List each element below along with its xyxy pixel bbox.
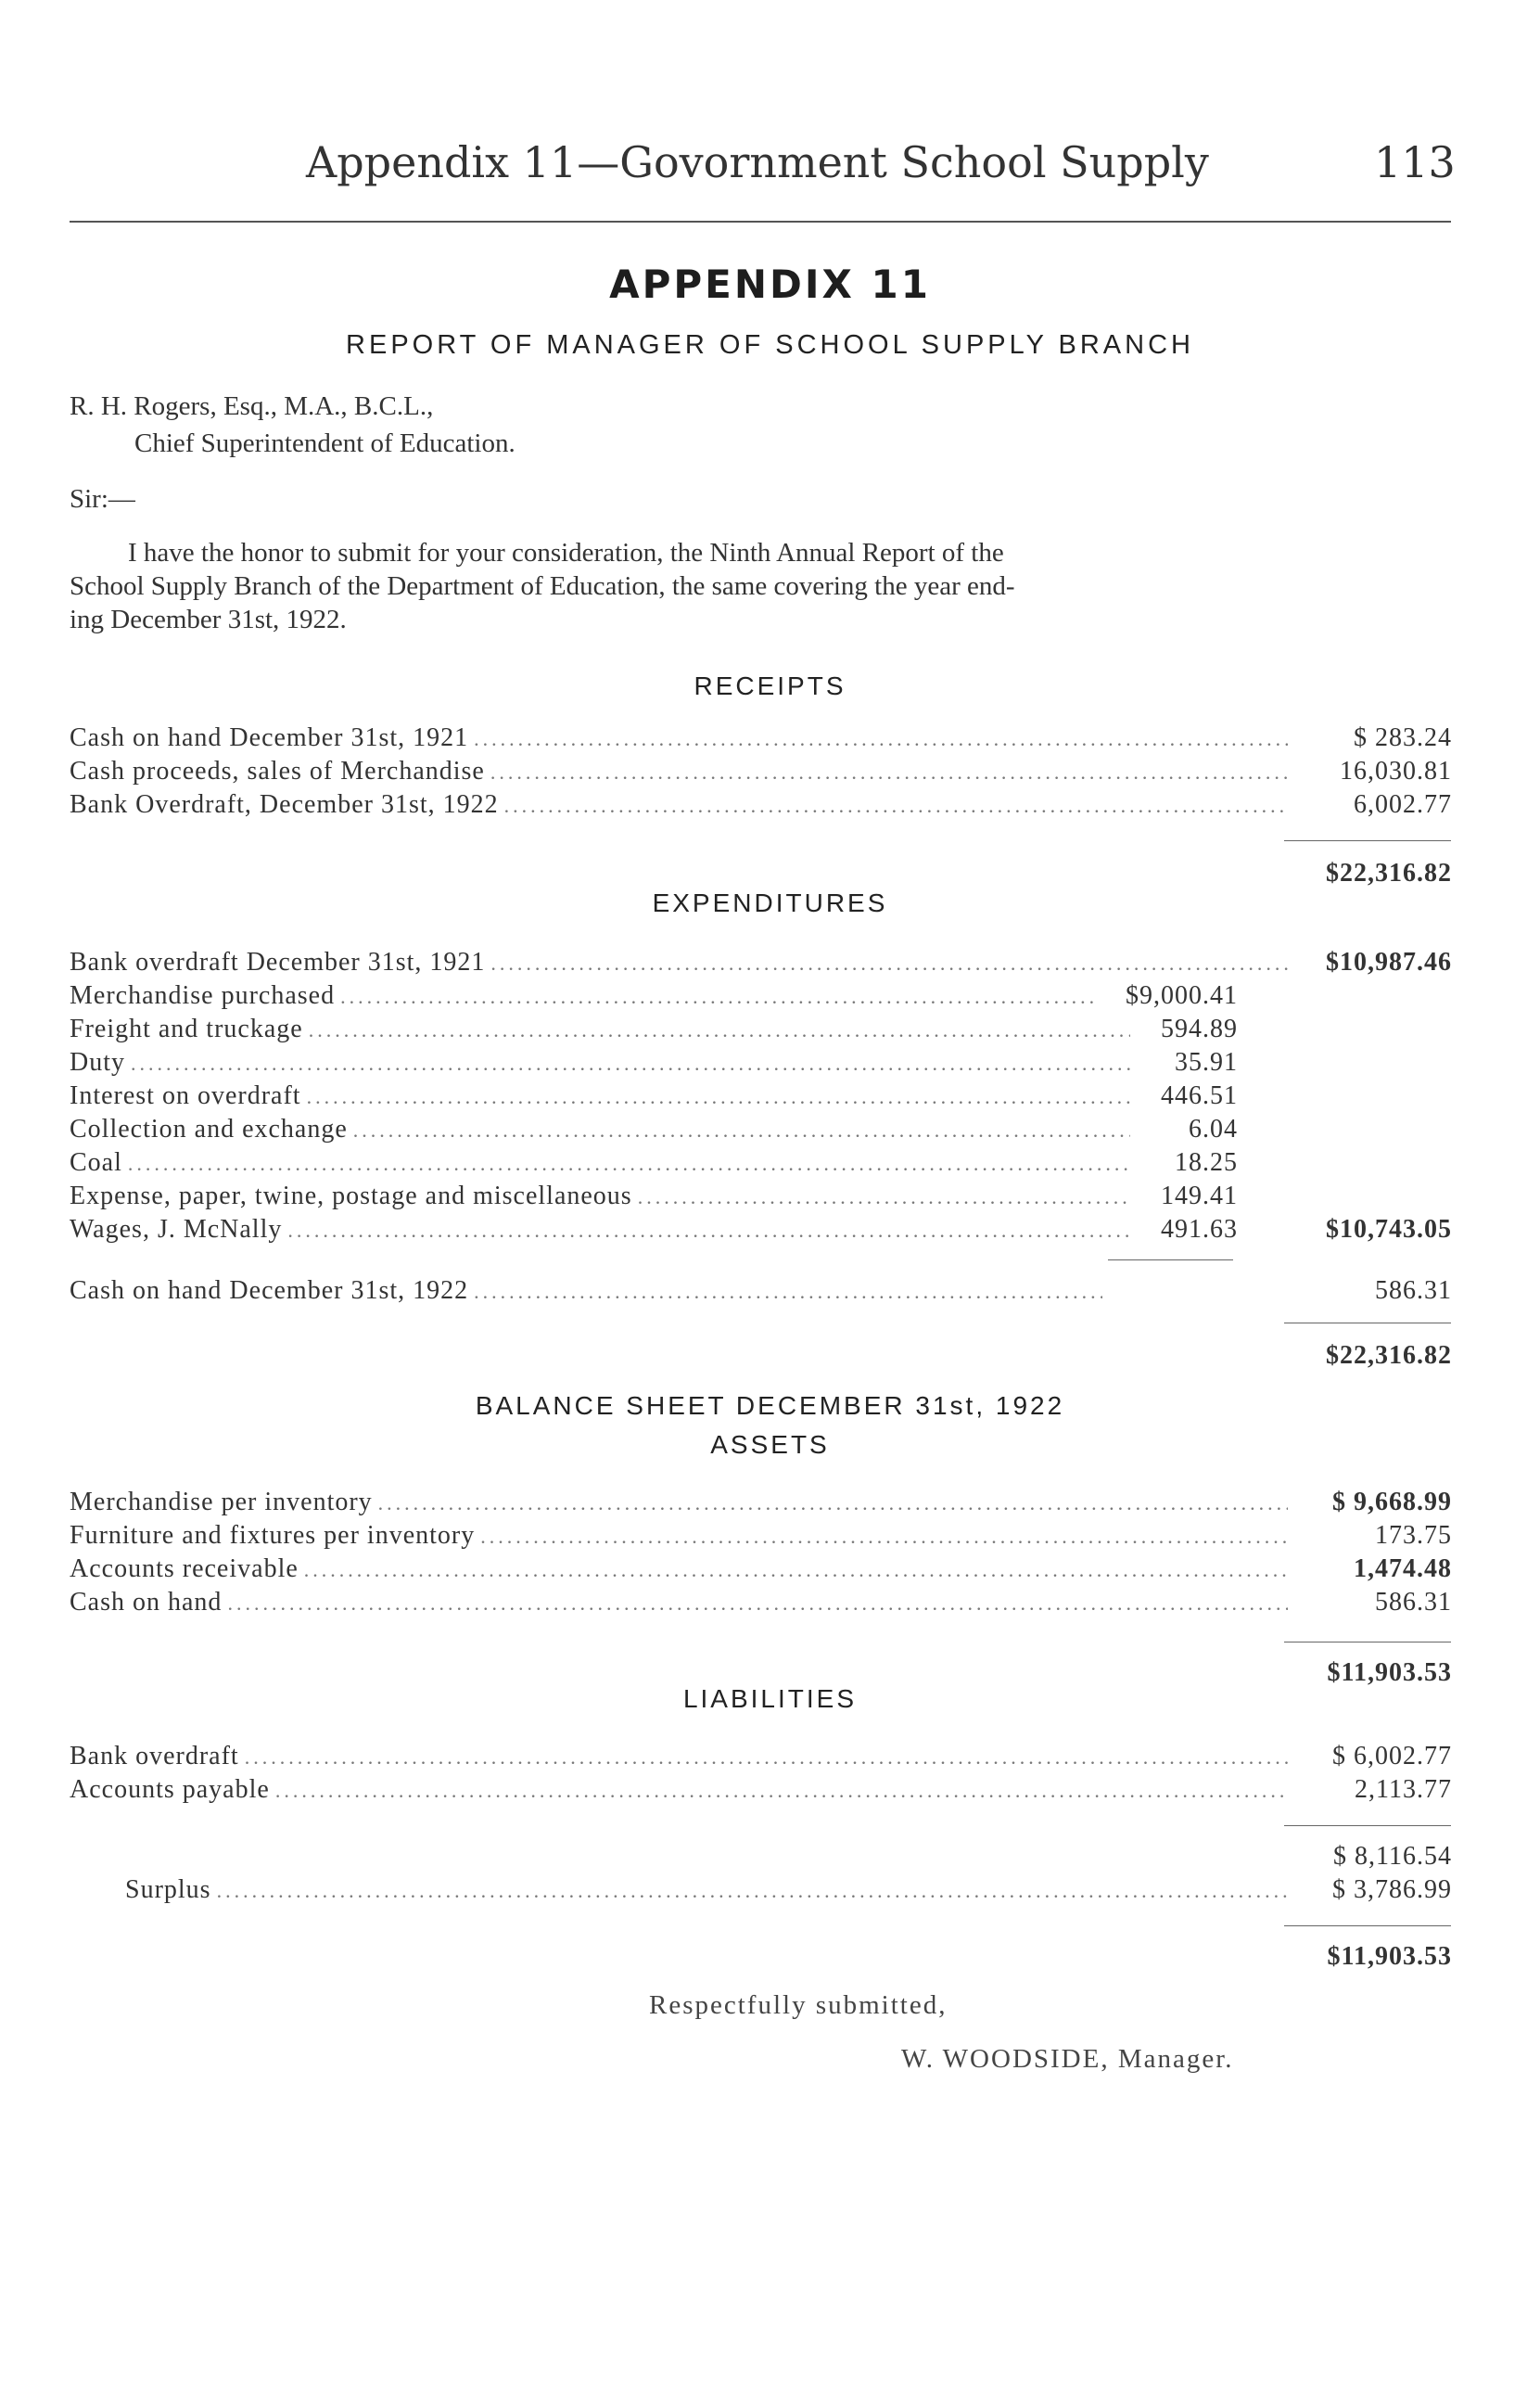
asset-amount: $ 9,668.99 [1332, 1488, 1452, 1516]
expenditure-row [70, 981, 1099, 1015]
expenditure-label: Duty [70, 1048, 125, 1077]
expenditure-row [70, 1182, 1136, 1215]
assets-heading: ASSETS [710, 1430, 830, 1459]
liabilities-total-rule [1284, 1925, 1451, 1926]
expenditure-label: Merchandise purchased [70, 981, 336, 1010]
asset-row [70, 1521, 1293, 1554]
liability-label: Accounts payable [70, 1775, 270, 1804]
expenditure-label: Collection and exchange [70, 1115, 348, 1144]
header-rule [70, 221, 1451, 223]
expenditure-row [70, 1215, 1136, 1248]
cash-on-hand-label: Cash on hand December 31st, 1922 [70, 1276, 469, 1305]
addressee-title: Chief Superintendent of Education. [134, 428, 515, 458]
receipts-total: $22,316.82 [1326, 859, 1452, 888]
expenditure-label: Bank overdraft December 31st, 1921 [70, 948, 486, 977]
expenditure-row [70, 1015, 1136, 1048]
assets-total: $11,903.53 [1327, 1658, 1452, 1687]
closing-line: Respectfully submitted, [649, 1990, 948, 2020]
expenditure-row [70, 1148, 1136, 1182]
receipts-heading: RECEIPTS [694, 671, 846, 700]
liability-row [70, 1742, 1293, 1775]
asset-amount: 1,474.48 [1354, 1554, 1452, 1583]
expenditures-subtotal: $10,743.05 [1326, 1215, 1452, 1244]
balance-sheet-heading: BALANCE SHEET DECEMBER 31st, 1922 [475, 1391, 1065, 1420]
addressee-name: R. H. Rogers, Esq., M.A., B.C.L., [70, 391, 434, 421]
signature: W. WOODSIDE, Manager. [901, 2044, 1234, 2074]
expenditure-amount: 6.04 [1189, 1115, 1238, 1144]
cash-on-hand-amount: 586.31 [1375, 1276, 1452, 1305]
expenditure-amount: 149.41 [1161, 1182, 1238, 1210]
asset-amount: 173.75 [1375, 1521, 1452, 1550]
expenditure-amount: 491.63 [1161, 1215, 1238, 1244]
expenditure-amount: $10,987.46 [1326, 948, 1452, 977]
expenditure-label: Expense, paper, twine, postage and miscellaneous [70, 1182, 632, 1210]
liabilities-subtotal: $ 8,116.54 [1333, 1842, 1452, 1871]
surplus-row [125, 1875, 1293, 1909]
salutation: Sir:— [70, 484, 135, 514]
receipt-label: Bank Overdraft, December 31st, 1922 [70, 790, 499, 819]
receipt-amount: 16,030.81 [1340, 757, 1452, 786]
liabilities-heading: LIABILITIES [682, 1684, 858, 1713]
expenditure-amount: 18.25 [1175, 1148, 1238, 1177]
asset-row [70, 1588, 1293, 1621]
expenditure-amount: 35.91 [1175, 1048, 1238, 1077]
cash-on-hand-row [70, 1276, 1108, 1310]
expenditure-amount: 594.89 [1161, 1015, 1238, 1043]
liability-label: Bank overdraft [70, 1742, 239, 1770]
page-number: 113 [1374, 137, 1456, 187]
receipt-amount: 6,002.77 [1354, 790, 1452, 819]
intro-line-1: I have the honor to submit for your consideration, the Ninth Annual Report of the [128, 538, 1004, 568]
surplus-amount: $ 3,786.99 [1332, 1875, 1452, 1904]
asset-amount: 586.31 [1375, 1588, 1452, 1617]
asset-label: Merchandise per inventory [70, 1488, 373, 1516]
expenditure-label: Wages, J. McNally [70, 1215, 283, 1244]
appendix-title: APPENDIX 11 [609, 262, 931, 307]
receipt-row [70, 790, 1293, 824]
expenditure-row [70, 948, 1293, 981]
liability-amount: 2,113.77 [1355, 1775, 1452, 1804]
receipt-row [70, 723, 1293, 757]
intro-line-2: School Supply Branch of the Department of Education, the same covering the year end- [70, 571, 1015, 601]
expenditure-amount: $9,000.41 [1126, 981, 1238, 1010]
expenditure-row [70, 1048, 1136, 1081]
asset-row [70, 1554, 1293, 1588]
expenditure-row [70, 1081, 1136, 1115]
expenditure-amount: 446.51 [1161, 1081, 1238, 1110]
receipts-total-rule [1284, 840, 1451, 841]
asset-label: Accounts receivable [70, 1554, 299, 1583]
running-title: Appendix 11—Govornment School Supply [306, 137, 1209, 187]
receipt-row [70, 757, 1293, 790]
liabilities-subtotal-rule [1284, 1825, 1451, 1826]
intro-line-3: ing December 31st, 1922. [70, 605, 347, 634]
expenditure-label: Interest on overdraft [70, 1081, 301, 1110]
expenditures-total: $22,316.82 [1326, 1341, 1452, 1370]
receipt-amount: $ 283.24 [1354, 723, 1452, 752]
surplus-label: Surplus [125, 1875, 211, 1904]
liability-amount: $ 6,002.77 [1332, 1742, 1452, 1770]
expenditures-heading: EXPENDITURES [652, 888, 888, 917]
receipt-label: Cash on hand December 31st, 1921 [70, 723, 469, 752]
liabilities-total: $11,903.53 [1327, 1942, 1452, 1971]
asset-label: Cash on hand [70, 1588, 223, 1617]
asset-row [70, 1488, 1293, 1521]
expenditures-subtotal-rule [1108, 1259, 1233, 1260]
liability-row [70, 1775, 1293, 1809]
receipt-label: Cash proceeds, sales of Merchandise [70, 757, 485, 786]
report-heading: REPORT OF MANAGER OF SCHOOL SUPPLY BRANCH [346, 330, 1194, 360]
expenditure-row [70, 1115, 1136, 1148]
expenditure-label: Coal [70, 1148, 122, 1177]
asset-label: Furniture and fixtures per inventory [70, 1521, 476, 1550]
expenditure-label: Freight and truckage [70, 1015, 303, 1043]
